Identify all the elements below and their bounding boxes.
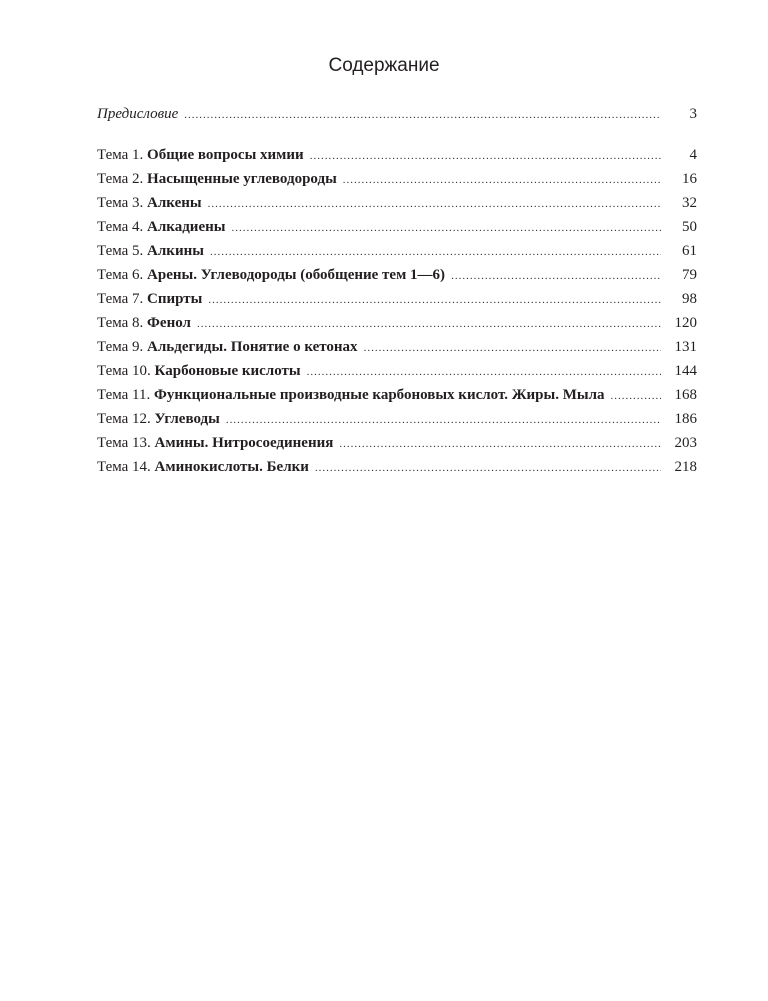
dot-leader <box>208 294 661 306</box>
toc-page-number: 168 <box>674 387 697 403</box>
topic-prefix: Тема 8. <box>97 315 144 331</box>
toc-page-number: 32 <box>682 195 697 211</box>
topic-prefix: Тема 5. <box>97 243 144 259</box>
toc-entry[interactable] <box>97 267 697 287</box>
toc-entry-label <box>97 363 301 380</box>
toc-page-number: 61 <box>682 243 697 259</box>
toc-entry-label <box>97 171 337 188</box>
toc-entry[interactable] <box>97 315 697 335</box>
topic-title: Алкины <box>147 243 204 259</box>
topic-prefix: Тема 6. <box>97 267 144 283</box>
toc-entry[interactable] <box>97 291 697 311</box>
topic-title: Фенол <box>147 315 191 331</box>
topic-title: Арены. Углеводороды (обобщение тем 1—6) <box>147 267 446 283</box>
toc-entry-label <box>97 243 204 260</box>
topic-prefix: Тема 12. <box>97 411 151 427</box>
dot-leader <box>307 366 661 378</box>
toc-entry-label <box>97 291 202 308</box>
toc-entry[interactable] <box>97 219 697 239</box>
dot-leader <box>339 438 661 450</box>
dot-leader <box>315 462 661 474</box>
toc-entry[interactable] <box>97 363 697 383</box>
toc-page-number: 203 <box>674 435 697 451</box>
dot-leader <box>451 270 661 282</box>
toc-page-number: 98 <box>682 291 697 307</box>
toc-page-number: 50 <box>682 219 697 235</box>
toc-page-number: 131 <box>674 339 697 355</box>
topic-prefix: Тема 4. <box>97 219 144 235</box>
toc-entry[interactable] <box>97 195 697 215</box>
dot-leader <box>208 198 661 210</box>
topic-prefix: Тема 9. <box>97 339 144 355</box>
toc-page-number: 186 <box>674 411 697 427</box>
topic-title: Амины. Нитросоединения <box>154 435 334 451</box>
page-title: Содержание <box>328 55 440 76</box>
toc-entry-label <box>97 195 202 212</box>
topic-title: Аминокислоты. Белки <box>154 459 309 475</box>
topic-prefix: Тема 14. <box>97 459 151 475</box>
topic-title: Алкадиены <box>147 219 226 235</box>
dot-leader <box>611 390 661 402</box>
toc-page-number: 79 <box>682 267 697 283</box>
toc-entry-label <box>97 267 445 284</box>
toc-entry-label: Предисловие <box>97 106 179 122</box>
topic-prefix: Тема 1. <box>97 147 144 163</box>
toc-entry-label <box>97 339 358 356</box>
toc-entry-label <box>97 387 605 404</box>
topic-title: Алкены <box>147 195 202 211</box>
topic-prefix: Тема 13. <box>97 435 151 451</box>
topic-prefix: Тема 11. <box>97 387 151 403</box>
toc-entry[interactable] <box>97 147 697 167</box>
topic-title: Функциональные производные карбоновых кислот. Жиры. Мыла <box>154 387 605 403</box>
toc-entry-preface[interactable] <box>97 106 697 126</box>
topic-prefix: Тема 10. <box>97 363 151 379</box>
toc-entry-label <box>97 411 220 428</box>
topic-title: Карбоновые кислоты <box>154 363 301 379</box>
dot-leader <box>310 150 661 162</box>
topic-prefix: Тема 7. <box>97 291 144 307</box>
toc-entry-label <box>97 147 304 164</box>
toc-entry[interactable] <box>97 435 697 455</box>
toc-entry[interactable] <box>97 459 697 479</box>
dot-leader <box>226 414 661 426</box>
toc-page-number: 120 <box>674 315 697 331</box>
toc-entry-label <box>97 435 333 452</box>
toc-entry-label <box>97 219 225 236</box>
dot-leader <box>343 174 661 186</box>
topic-title: Общие вопросы химии <box>147 147 304 163</box>
dot-leader <box>210 246 661 258</box>
dot-leader <box>231 222 661 234</box>
topic-title: Альдегиды. Понятие о кетонах <box>147 339 358 355</box>
dot-leader <box>184 109 661 121</box>
toc-entry[interactable] <box>97 387 697 407</box>
dot-leader <box>197 318 661 330</box>
topic-prefix: Тема 3. <box>97 195 144 211</box>
toc-entry[interactable] <box>97 171 697 191</box>
toc-page-number: 3 <box>689 106 697 122</box>
topic-title: Спирты <box>147 291 203 307</box>
toc-entry[interactable] <box>97 411 697 431</box>
dot-leader <box>364 342 661 354</box>
toc-page-number: 16 <box>682 171 697 187</box>
topic-title: Углеводы <box>154 411 220 427</box>
topic-prefix: Тема 2. <box>97 171 144 187</box>
toc-page-number: 144 <box>674 363 697 379</box>
toc-page-number: 4 <box>689 147 697 163</box>
toc-entry[interactable] <box>97 243 697 263</box>
toc-page-number: 218 <box>674 459 697 475</box>
toc-entry-label <box>97 315 191 332</box>
toc-entry-label <box>97 459 309 476</box>
topic-title: Насыщенные углеводороды <box>147 171 337 187</box>
toc-entry[interactable] <box>97 339 697 359</box>
